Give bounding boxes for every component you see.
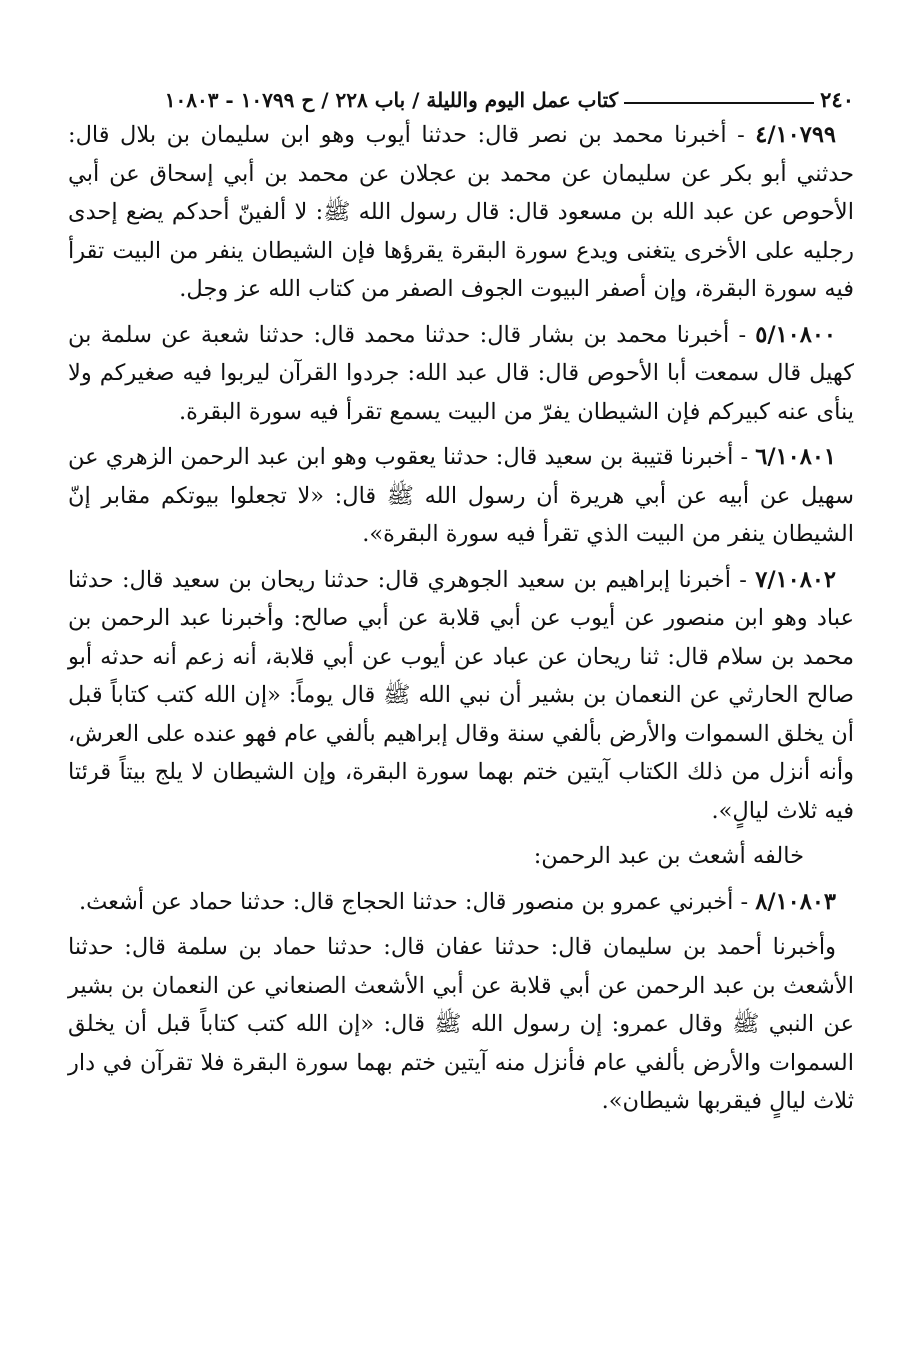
hadith-text: - أخبرني عمرو بن منصور قال: حدثنا الحجاج قال: حدثنا حماد عن أشعث. (78, 888, 756, 915)
hadith-paragraph (68, 561, 854, 831)
hadith-paragraph (68, 316, 854, 432)
hadith-text: - أخبرنا قتيبة بن سعيد قال: حدثنا يعقوب وهو ابن عبد الرحمن الزهري عن سهيل عن أبيه عن أبي هريرة أن رسول الله ﷺ قال: «لا تجعلوا بيوتكم مقابر إنّ الشيطان ينفر من البيت الذي تقرأ فيه سورة البقرة». (68, 444, 854, 547)
hadith-paragraph (68, 438, 854, 554)
page-number: ٢٤٠ (820, 87, 854, 112)
transition-note (68, 837, 854, 876)
hadith-paragraph (68, 883, 854, 922)
hadith-number: ٦/١٠٨٠١ (755, 444, 836, 470)
hadith-text: - أخبرنا محمد بن بشار قال: حدثنا محمد قال: حدثنا شعبة عن سلمة بن كهيل قال سمعت أبا الأحوص قال: قال عبد الله: جردوا القرآن ليربوا فيه صغيركم ولا ينأى عنه كبيركم فإن الشيطان يفرّ من البيت يسمع تقرأ فيه سورة البقرة. (68, 321, 854, 425)
book-page (68, 76, 854, 1346)
running-title: كتاب عمل اليوم والليلة / باب ٢٢٨ / ح ١٠٧٩٩ - ١٠٨٠٣ (164, 88, 619, 112)
hadith-number: ٥/١٠٨٠٠ (755, 321, 836, 348)
transition-text: خالفه أشعث بن عبد الرحمن: (533, 843, 804, 869)
running-header (68, 76, 854, 112)
header-rule (624, 102, 814, 104)
hadith-text: - أخبرنا محمد بن نصر قال: حدثنا أيوب وهو ابن سليمان بن بلال قال: حدثني أبو بكر عن سليمان عن محمد بن عجلان عن محمد بن أبي إسحاق عن أبي الأحوص عن عبد الله بن مسعود قال: قال رسول الله ﷺ: لا ألفينّ أحدكم يضع إحدى رجليه على الأخرى يتغنى ويدع سورة البقرة يقرؤها فإن الشيطان ينفر من البيت تقرأ فيه سورة البقرة، وإن أصفر البيوت الجوف الصفر من كتاب الله عز وجل. (68, 122, 854, 302)
hadith-text: وأخبرنا أحمد بن سليمان قال: حدثنا عفان قال: حدثنا حماد بن سلمة قال: حدثنا الأشعث بن عبد الرحمن عن أبي قلابة عن أبي الأشعث الصنعاني عن النعمان بن بشير عن النبي ﷺ وقال عمرو: إن رسول الله ﷺ قال: «إن الله كتب كتاباً قبل أن يخلق السموات والأرض بألفي عام فأنزل منه آيتين ختم بهما سورة البقرة فلا تقرآن في دار ثلاث ليالٍ فيقربها شيطان». (68, 934, 854, 1114)
hadith-number: ٤/١٠٧٩٩ (755, 122, 836, 148)
hadith-text: - أخبرنا إبراهيم بن سعيد الجوهري قال: حدثنا ريحان بن سعيد قال: حدثنا عباد وهو ابن منصور عن أيوب عن أبي قلابة عن أبي صالح: وأخبرنا عبد الرحمن بن محمد بن سلام قال: ثنا ريحان عن عباد عن أيوب عن أبي قلابة، أنه زعم أنه حدثه أبو صالح الحارثي عن النعمان بن بشير أن نبي الله ﷺ قال يوماً: «إن الله كتب كتاباً قبل أن يخلق السموات والأرض بألفي سنة وقال إبراهيم بألفي عام فهو عنده على العرش، وأنه أنزل من ذلك الكتاب آيتين ختم بهما سورة البقرة، وإن الشيطان لا يلج بيتاً قرئتا فيه ثلاث ليالٍ». (68, 566, 854, 824)
hadith-number: ٧/١٠٨٠٢ (755, 566, 836, 593)
hadith-paragraph (68, 116, 854, 309)
page-body (68, 116, 854, 1121)
hadith-number: ٨/١٠٨٠٣ (755, 888, 836, 915)
hadith-paragraph (68, 928, 854, 1121)
